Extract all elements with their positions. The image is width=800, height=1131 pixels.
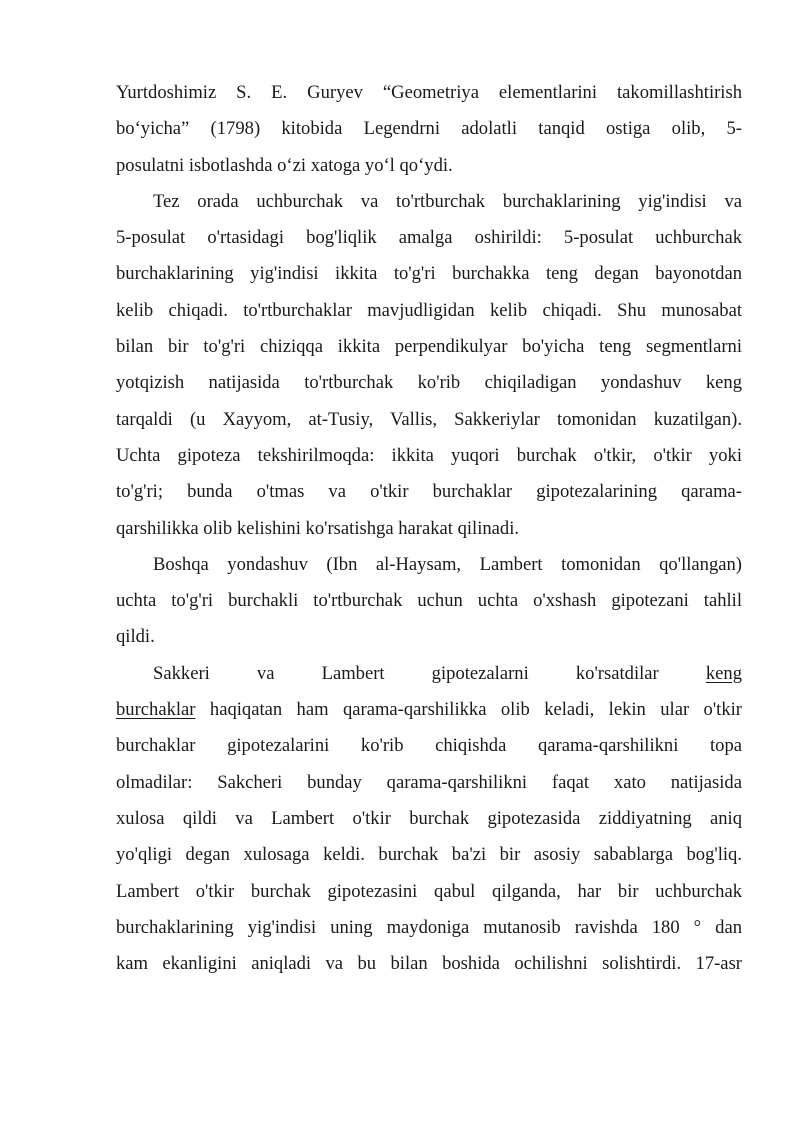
text-line: Boshqa yondashuv (Ibn al-Haysam, Lambert tomonidan qo'llangan) (153, 553, 742, 575)
text-line: yotqizish natijasida to'rtburchak ko'rib chiqiladigan yondashuv keng (116, 372, 742, 394)
text-run: haqiqatan ham qarama-qarshilikka olib keladi, lekin ular o'tkir (195, 699, 742, 721)
text-line: Lambert o'tkir burchak gipotezasini qabul qilganda, har bir uchburchak (116, 880, 742, 902)
text-line: qildi. (116, 626, 155, 648)
text-line: yo'qligi degan xulosaga keldi. burchak ba'zi bir asosiy sabablarga bog'liq. (116, 844, 742, 866)
text-line: burchaklarining yig'indisi ikkita to'g'ri burchakka teng degan bayonotdan (116, 263, 742, 285)
hyperlink-keng[interactable]: keng (705, 662, 742, 684)
paragraph (116, 184, 742, 547)
text-line (116, 656, 742, 692)
text-line: burchaklarining yig'indisi uning maydoniga mutanosib ravishda 180 ° dan (116, 916, 742, 938)
text-line: 5-posulat o'rtasidagi bog'liqlik amalga oshirildi: 5-posulat uchburchak (116, 227, 742, 249)
text-line: Yurtdoshimiz S. E. Guryev “Geometriya elementlarini takomillashtirish (116, 82, 742, 103)
text-line: xulosa qildi va Lambert o'tkir burchak gipotezasida ziddiyatning aniq (116, 807, 742, 829)
text-run: Sakkeri va Lambert gipotezalarni ko'rsatdilar (153, 662, 659, 684)
text-line: olmadilar: Sakcheri bunday qarama-qarshilikni faqat xato natijasida (116, 771, 742, 793)
text-line: bo‘yicha” (1798) kitobida Legendrni adolatli tanqid ostiga olib, 5- (116, 118, 742, 140)
text-line: Uchta gipoteza tekshirilmoqda: ikkita yuqori burchak o'tkir, o'tkir yoki (116, 444, 742, 466)
paragraph (116, 656, 742, 983)
text-line: to'g'ri; bunda o'tmas va o'tkir burchaklar gipotezalarining qarama- (116, 481, 742, 503)
text-line: burchaklar gipotezalarini ko'rib chiqishda qarama-qarshilikni topa (116, 735, 742, 757)
text-line: uchta to'g'ri burchakli to'rtburchak uchun uchta o'xshash gipotezani tahlil (116, 590, 742, 612)
text-line: bilan bir to'g'ri chiziqqa ikkita perpendikulyar bo'yicha teng segmentlarni (116, 336, 742, 358)
text-line (116, 692, 742, 728)
text-line: posulatni isbotlashda o‘zi xatoga yo‘l qo‘ydi. (116, 154, 453, 176)
paragraph (116, 547, 742, 656)
document-page (116, 75, 742, 982)
text-line: kam ekanligini aniqladi va bu bilan boshida ochilishni solishtirdi. 17-asr (116, 953, 742, 975)
text-line: tarqaldi (u Xayyom, at-Tusiy, Vallis, Sakkeriylar tomonidan kuzatilgan). (116, 408, 742, 430)
text-line: Tez orada uchburchak va to'rtburchak burchaklarining yig'indisi va (153, 190, 742, 212)
text-line: qarshilikka olib kelishini ko'rsatishga harakat qilinadi. (116, 517, 520, 539)
paragraph (116, 75, 742, 184)
text-line: kelib chiqadi. to'rtburchaklar mavjudligidan kelib chiqadi. Shu munosabat (116, 299, 742, 321)
hyperlink-burchaklar[interactable]: burchaklar (116, 699, 196, 721)
